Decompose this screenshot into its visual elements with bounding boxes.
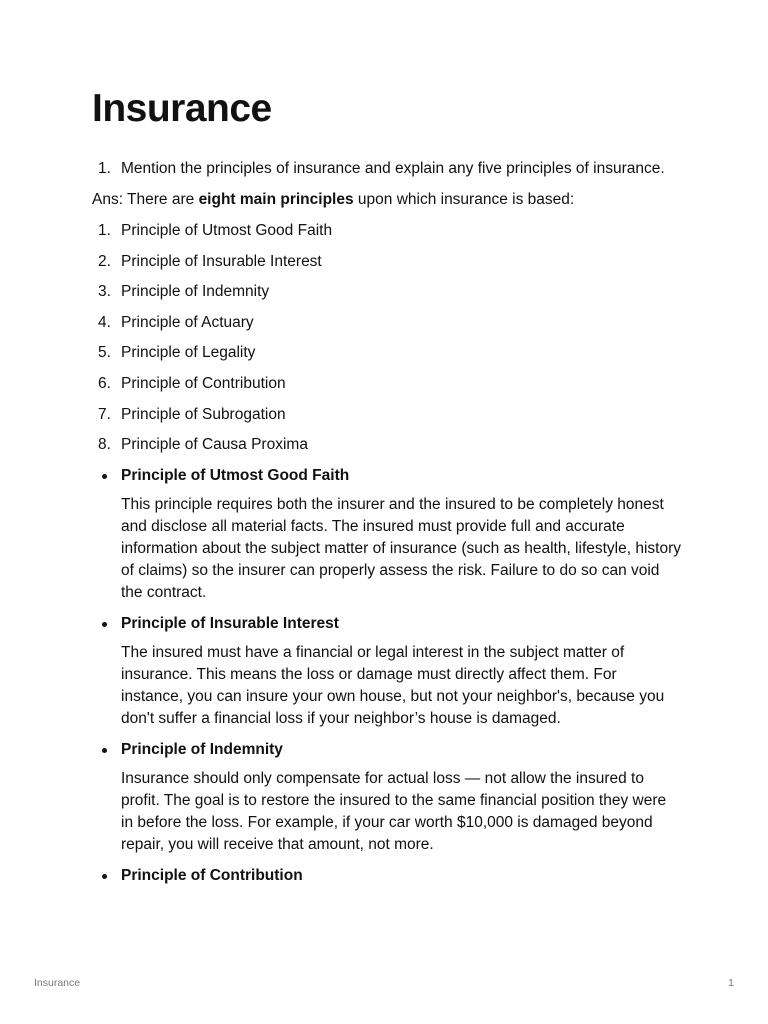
section-body: This principle requires both the insurer and the insured to be completely honest and disclose all material facts. The insured must provide full and accurate information about the subject matter of insurance (such as health, lifestyle, history of claims) so the insurer can properly assess the risk. Failure to do so can void the contract. [121, 496, 682, 602]
section-insurable-interest [92, 613, 682, 730]
principle-label: Principle of Contribution [121, 374, 286, 392]
principle-sections [92, 465, 682, 887]
principle-number: 4. [98, 313, 111, 331]
principle-item [92, 434, 682, 456]
principle-label: Principle of Subrogation [121, 405, 286, 423]
principle-label: Principle of Actuary [121, 313, 254, 331]
principle-item [92, 281, 682, 303]
principle-number: 7. [98, 405, 111, 423]
principle-number: 6. [98, 374, 111, 392]
principle-number: 1. [98, 222, 111, 239]
section-heading: Principle of Indemnity [121, 741, 283, 759]
answer-bold: eight main principles [198, 191, 354, 208]
section-indemnity [92, 739, 682, 856]
section-body: The insured must have a financial or legal interest in the subject matter of insurance. This means the loss or damage must directly affect them. For instance, you can insure your own house, but not your neighbor's, because you don't suffer a financial loss if your neighbor’s house is damaged. [121, 644, 665, 728]
principle-label: Principle of Indemnity [121, 283, 270, 301]
bullet-icon [102, 874, 107, 879]
section-utmost-good-faith [92, 465, 682, 604]
principles-list [92, 220, 682, 456]
principle-label: Principle of Utmost Good Faith [121, 222, 333, 239]
principle-label: Principle of Legality [121, 344, 256, 362]
bullet-icon [102, 748, 107, 753]
answer-suffix: upon which insurance is based: [353, 191, 575, 208]
bullet-icon [102, 474, 107, 479]
document-page [92, 84, 682, 887]
question-number: 1. [98, 160, 111, 177]
answer-prefix: Ans: There are [92, 191, 199, 208]
answer-intro [92, 189, 682, 211]
principle-number: 3. [98, 283, 111, 301]
principle-label: Principle of Causa Proxima [121, 436, 308, 454]
bullet-icon [102, 622, 107, 627]
question-item [92, 158, 682, 180]
footer-page-number: 1 [728, 977, 734, 989]
question-text: Mention the principles of insurance and explain any five principles of insurance. [121, 160, 665, 177]
principle-item [92, 312, 682, 334]
principle-number: 8. [98, 436, 111, 454]
principle-number: 5. [98, 344, 111, 362]
principle-item [92, 220, 682, 242]
section-heading: Principle of Insurable Interest [121, 615, 339, 633]
principle-label: Principle of Insurable Interest [121, 252, 322, 270]
section-contribution [92, 865, 682, 887]
section-heading: Principle of Contribution [121, 867, 303, 885]
principle-item [92, 251, 682, 273]
principle-number: 2. [98, 252, 111, 270]
principle-item [92, 404, 682, 426]
section-body: Insurance should only compensate for actual loss — not allow the insured to profit. The goal is to restore the insured to the same financial position they were in before the loss. For example, if your car worth $10,000 is damaged beyond repair, you will receive that amount, not more. [121, 770, 667, 854]
page-title: Insurance [92, 87, 272, 130]
principle-item [92, 342, 682, 364]
principle-item [92, 373, 682, 395]
section-heading: Principle of Utmost Good Faith [121, 467, 350, 485]
footer-document-title: Insurance [34, 977, 81, 989]
question-list [92, 158, 682, 180]
